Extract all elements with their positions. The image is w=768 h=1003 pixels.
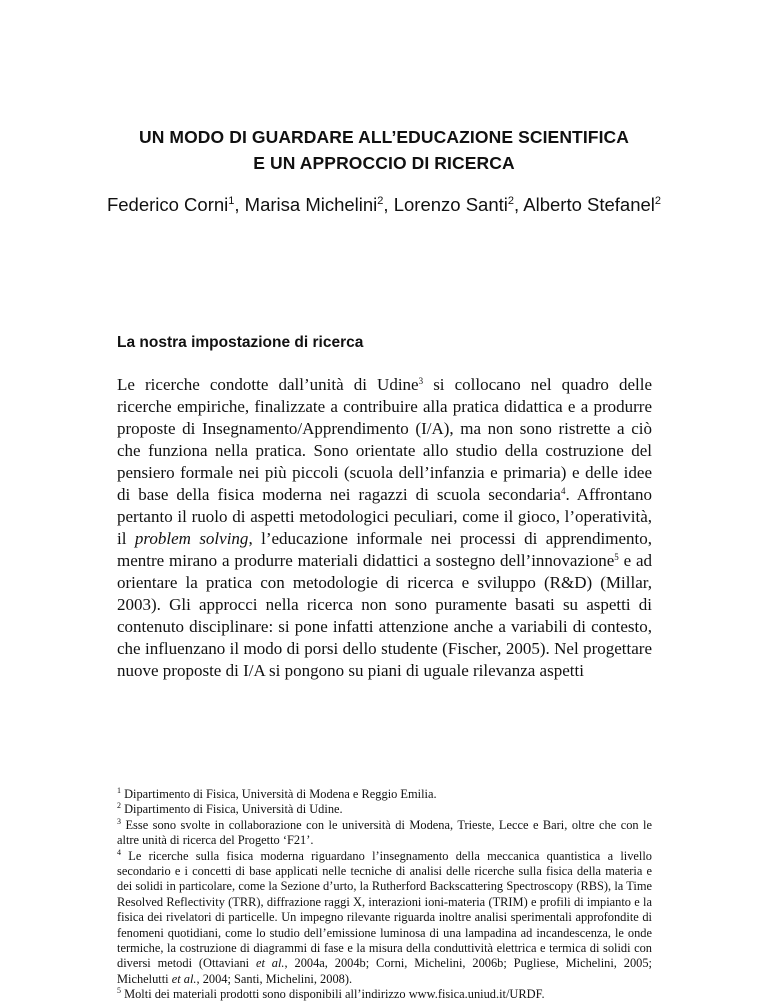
- footnote-mark: 2: [117, 801, 121, 811]
- author-affiliation-mark: 1: [228, 195, 235, 207]
- author-name: Federico Corni: [106, 194, 229, 215]
- footnote-mark: 3: [117, 816, 121, 826]
- footnote-reference: 5: [614, 552, 619, 562]
- emphasis-term: problem solving: [134, 529, 249, 548]
- body-text-segment: , l’educazione informale nei processi di apprendimento, mentre mirano a produrre materiali didattici a sostegno dell’innovazione: [117, 529, 653, 570]
- footnote-reference: 4: [560, 486, 566, 496]
- body-text-segment: . Affrontano pertanto il ruolo di aspetti metodologici peculiari, come il gioco, l’operatività, il: [117, 485, 652, 548]
- paper-title: [0, 124, 768, 176]
- footnote-text: , 2004a, 2004b; Corni, Michelini, 2006b; Pugliese, Michelini, 2005; Michelutti: [117, 956, 652, 986]
- paper-title-line-2: E UN APPROCCIO DI RICERCA: [253, 153, 515, 173]
- author-name: Lorenzo Santi: [393, 194, 508, 215]
- footnote-text: Dipartimento di Fisica, Università di Udine.: [121, 802, 343, 817]
- author-name: Marisa Michelini: [244, 194, 378, 215]
- footnote-text: Le ricerche sulla fisica moderna riguardano l’insegnamento della meccanica quantistica a livello secondario e i concetti di base applicati nelle tecniche di analisi delle ricerche sulla fisica della materia e dei solidi in particolare, come la Sezione d’urto, la Rutherford Backscattering Spectroscopy (RBS), la Time Resolved Reflectivity (TRR), diffrazione raggi X, interazioni ioni-materia (TRIM) e profili di impianto e la fisica dei rivelatori di particelle. Un impegno rilevante riguarda inoltre analisi sperimentali approfondite di fenomeni quotidiani, come lo studio dell’emissione luminosa di una lampadina ad incandescenza, le onde termiche, la costruzione di diagrammi di fase e la misura della conduttività elettrica e termica di solidi con diversi metodi (Ottaviani: [117, 848, 652, 971]
- body-text-segment: Le ricerche condotte dall’unità di Udine: [117, 375, 419, 394]
- footnote-text: Dipartimento di Fisica, Università di Modena e Reggio Emilia.: [121, 787, 437, 801]
- footnote-text: , 2004; Santi, Michelini, 2008).: [196, 971, 353, 986]
- footnote-text: Esse sono svolte in collaborazione con le università di Modena, Trieste, Lecce e Bari, oltre che con le altre unità di ricerca del Progetto ‘F21’.: [117, 817, 652, 848]
- footnote-mark: 1: [117, 786, 121, 795]
- emphasis-term: et al.: [255, 956, 285, 971]
- body-paragraph: [117, 374, 652, 682]
- footnote-mark: 4: [117, 847, 121, 857]
- footnote-4: [117, 849, 652, 988]
- emphasis-term: et al.: [171, 971, 197, 986]
- author-separator: ,: [383, 194, 394, 215]
- author-affiliation-mark: 2: [507, 195, 514, 207]
- section-heading: La nostra impostazione di ricerca: [117, 334, 364, 351]
- body-text-segment: e ad orientare la pratica con metodologie di ricerca e sviluppo (R&D) (Millar, 2003). Gli approcci nella ricerca non sono puramente basati su aspetti di contenuto disciplinare: si pone infatti attenzione anche a variabili di contesto, che influenzano il modo di porsi dello studente (Fischer, 2005). Nel progettare nuove proposte di I/A si pongono su piani di uguale rilevanza aspetti: [117, 551, 653, 680]
- footnote-mark: 5: [117, 986, 121, 996]
- author-affiliation-mark: 2: [377, 195, 384, 207]
- paper-title-line-1: UN MODO DI GUARDARE ALL’EDUCAZIONE SCIENTIFICA: [138, 127, 630, 147]
- author-name: Alberto Stefanel: [523, 194, 655, 215]
- footnote-2: [117, 802, 652, 817]
- footnote-5: [117, 987, 652, 1002]
- footnote-text: Molti dei materiali prodotti sono disponibili all’indirizzo www.fisica.uniud.it/URDF.: [121, 987, 545, 1002]
- author-separator: ,: [234, 194, 245, 215]
- footnotes: [117, 787, 652, 1003]
- author-affiliation-mark: 2: [654, 195, 662, 207]
- author-separator: ,: [514, 194, 524, 215]
- footnote-3: [117, 818, 652, 849]
- author-list: [0, 193, 768, 217]
- body-text-segment: si collocano nel quadro delle ricerche empiriche, finalizzate a contribuire alla pratica didattica e a produrre proposte di Insegnamento/Apprendimento (I/A), ma non sono ristrette a ciò che funziona nella pratica. Sono orientate allo studio della costruzione del pensiero formale nei più piccoli (scuola dell’infanzia e primaria) e delle idee di base della fisica moderna nei ragazzi di scuola secondaria: [117, 375, 653, 504]
- footnote-reference: 3: [418, 376, 424, 386]
- footnote-1: [117, 787, 652, 802]
